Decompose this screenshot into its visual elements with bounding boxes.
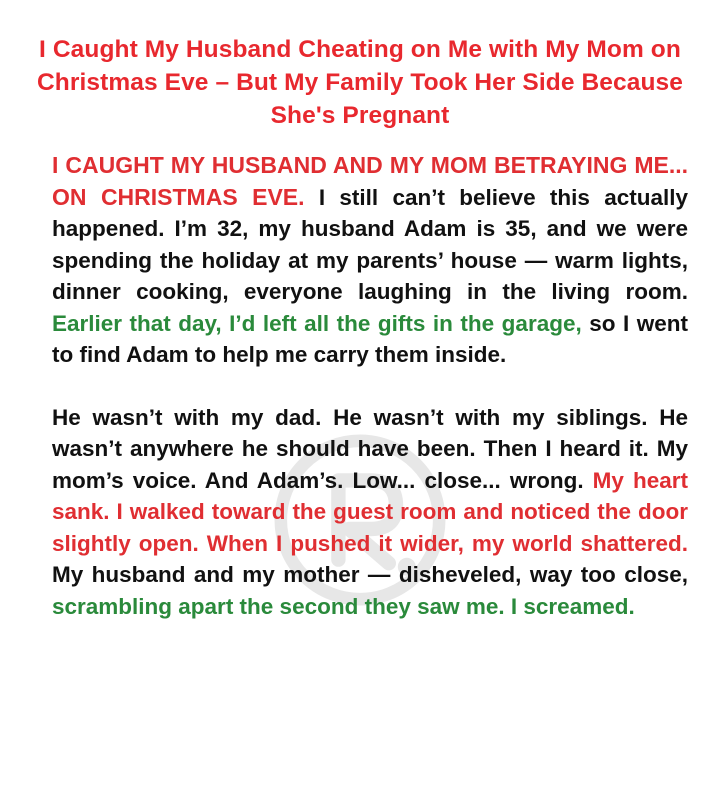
body-text: so I went to find Adam to help me carry them inside. bbox=[52, 310, 688, 367]
body-text: I still can’t believe this actually happened. I’m 32, my husband Adam is 35, and we were spending the holiday at my parents’ house — warm lights, dinner cooking, everyone laughing in the living room. bbox=[52, 184, 688, 304]
highlight-green-text: Earlier that day, I’d left all the gifts in the garage, bbox=[52, 310, 582, 336]
body-text: He wasn’t with my dad. He wasn’t with my siblings. He wasn’t anywhere he should have been. Then I heard it. My mom’s voice. And Adam’s. Low... close... wrong. bbox=[52, 404, 688, 493]
story-body bbox=[52, 150, 688, 622]
story-paragraph-1 bbox=[52, 150, 688, 371]
story-paragraph-2 bbox=[52, 402, 688, 623]
highlight-green-text: scrambling apart the second they saw me. I screamed. bbox=[52, 593, 635, 619]
highlight-red-text: My heart sank. I walked toward the guest room and noticed the door slightly open. When I pushed it wider, my world shattered. bbox=[52, 467, 688, 556]
body-text: My husband and my mother — disheveled, way too close, bbox=[52, 562, 688, 587]
highlight-red-text: I CAUGHT MY HUSBAND AND MY MOM BETRAYING ME... ON CHRISTMAS EVE. bbox=[52, 152, 688, 210]
article-headline: I Caught My Husband Cheating on Me with My Mom on Christmas Eve – But My Family Took Her Side Because She's Pregnant bbox=[37, 36, 683, 129]
